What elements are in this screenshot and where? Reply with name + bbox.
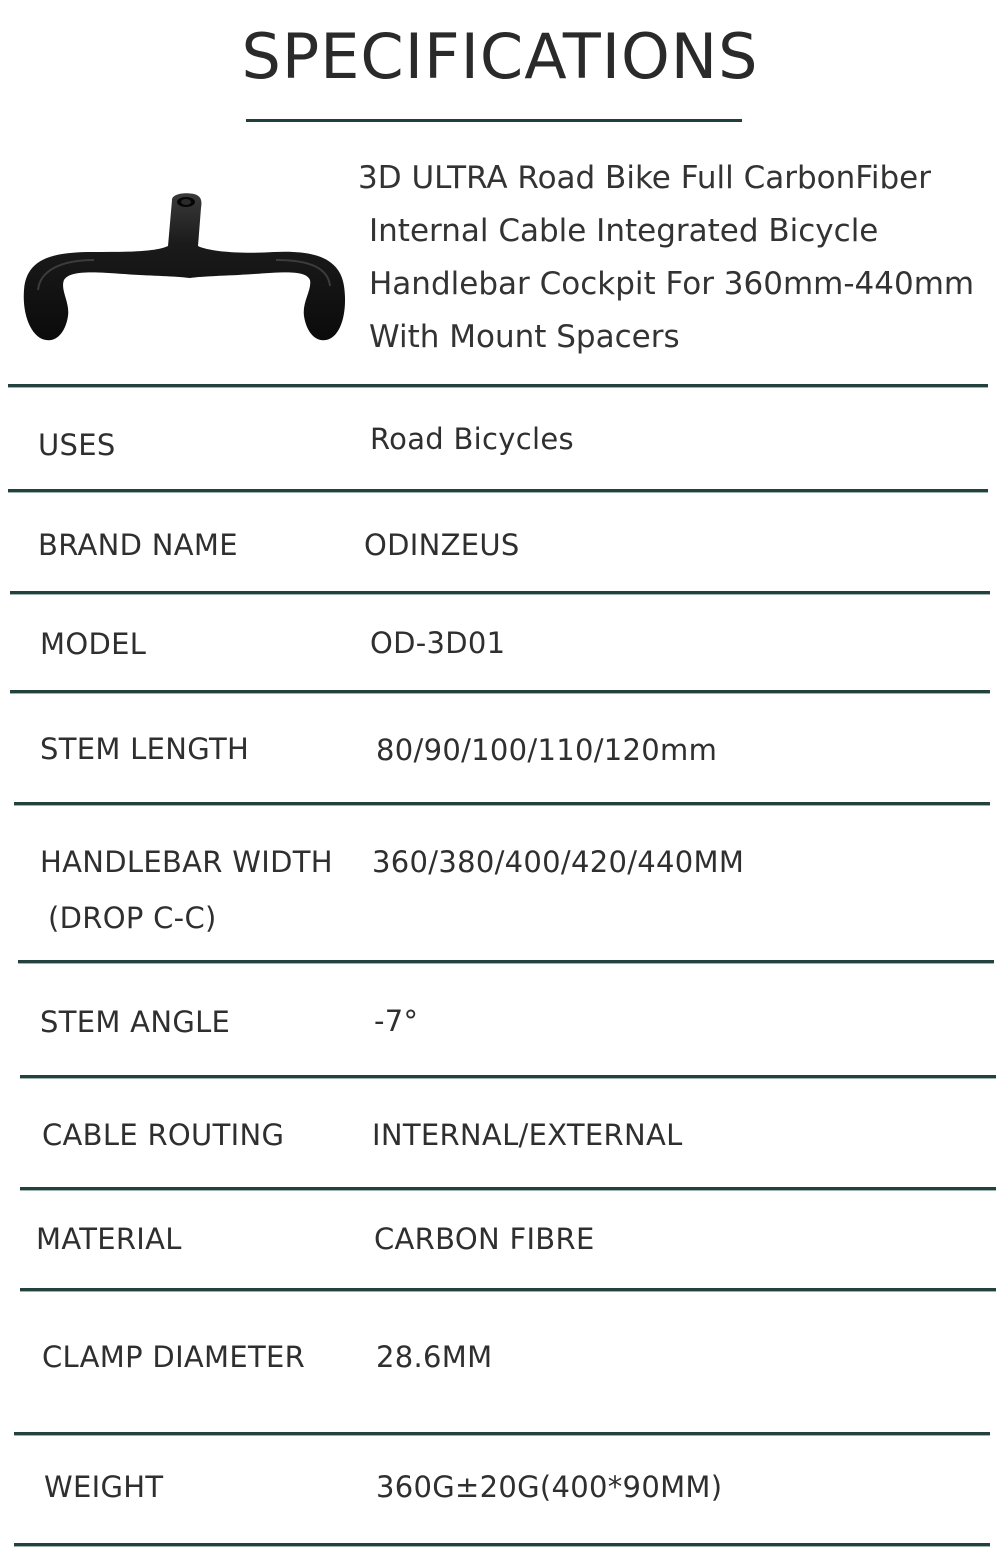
spec-value-stem-length: 80/90/100/110/120mm: [376, 733, 718, 767]
spec-value-uses: Road Bicycles: [370, 422, 574, 456]
spec-label-uses: USES: [38, 428, 116, 462]
spec-label-handlebar-width-line2: (DROP C-C): [48, 901, 217, 935]
product-description-line: Internal Cable Integrated Bicycle: [369, 213, 879, 249]
product-description-line: With Mount Spacers: [369, 319, 680, 355]
spec-label-stem-length: STEM LENGTH: [40, 732, 250, 766]
product-description-line: Handlebar Cockpit For 360mm-440mm: [369, 266, 975, 302]
handlebar-product-image: [14, 190, 354, 350]
spec-value-weight: 360G±20G(400*90MM): [376, 1470, 723, 1504]
spec-value-handlebar-width: 360/380/400/420/440MM: [372, 845, 745, 879]
spec-value-brand-name: ODINZEUS: [364, 528, 520, 562]
title-underline: [246, 119, 742, 122]
spec-label-cable-routing: CABLE ROUTING: [42, 1118, 285, 1152]
spec-label-stem-angle: STEM ANGLE: [40, 1005, 231, 1039]
spec-value-cable-routing: INTERNAL/EXTERNAL: [372, 1118, 683, 1152]
row-divider: [18, 960, 994, 964]
row-divider: [10, 690, 990, 694]
row-divider: [20, 1288, 996, 1292]
row-divider: [14, 1432, 990, 1436]
row-divider: [14, 802, 990, 806]
spec-value-clamp-diameter: 28.6MM: [376, 1340, 493, 1374]
spec-label-weight: WEIGHT: [44, 1470, 164, 1504]
spec-label-model: MODEL: [40, 627, 147, 661]
row-divider: [10, 591, 990, 595]
row-divider: [20, 1187, 996, 1191]
spec-value-stem-angle: -7°: [374, 1004, 419, 1038]
row-divider: [8, 384, 988, 388]
spec-label-handlebar-width: HANDLEBAR WIDTH: [40, 845, 333, 879]
row-divider: [20, 1075, 996, 1079]
spec-label-brand-name: BRAND NAME: [38, 528, 238, 562]
spec-label-material: MATERIAL: [36, 1222, 182, 1256]
product-description: [358, 152, 988, 364]
row-divider: [8, 489, 988, 493]
spec-value-material: CARBON FIBRE: [374, 1222, 595, 1256]
spec-value-model: OD-3D01: [370, 626, 506, 660]
product-description-line: 3D ULTRA Road Bike Full CarbonFiber: [358, 160, 931, 196]
page-title: SPECIFICATIONS: [241, 20, 759, 93]
spec-label-clamp-diameter: CLAMP DIAMETER: [42, 1340, 306, 1374]
row-divider: [14, 1543, 990, 1547]
